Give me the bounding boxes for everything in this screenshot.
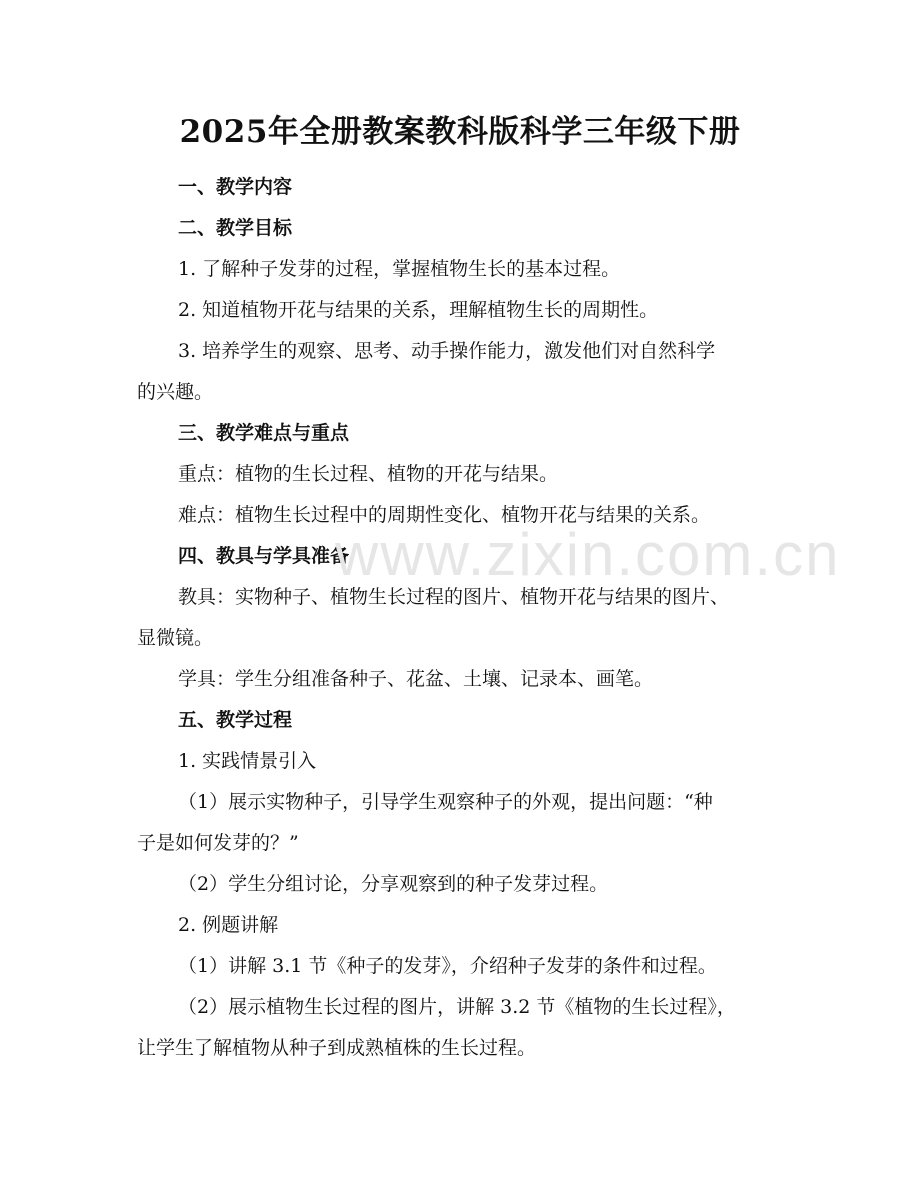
- text-line: 3. 培养学生的观察、思考、动手操作能力，激发他们对自然科学: [178, 340, 716, 362]
- text-line: 显微镜。: [137, 627, 214, 649]
- section-heading: 三、教学难点与重点: [178, 422, 350, 444]
- text-line: 教具：实物种子、植物生长过程的图片、植物开花与结果的图片、: [178, 586, 730, 608]
- text-line: 重点：植物的生长过程、植物的开花与结果。: [178, 463, 559, 485]
- section-heading: 四、教具与学具准备: [178, 545, 350, 567]
- text-line: 学具：学生分组准备种子、花盆、土壤、记录本、画笔。: [178, 668, 654, 690]
- text-line: （2）展示植物生长过程的图片，讲解 3.2 节《植物的生长过程》，: [178, 996, 736, 1018]
- section-heading: 二、教学目标: [178, 217, 293, 239]
- text-line: 让学生了解植物从种子到成熟植株的生长过程。: [137, 1037, 537, 1059]
- text-line: 子是如何发芽的？”: [137, 832, 299, 854]
- section-heading: 一、教学内容: [178, 176, 293, 198]
- text-line: （1）展示实物种子，引导学生观察种子的外观，提出问题：“种: [178, 791, 713, 813]
- watermark: www.zixin.com.cn: [335, 521, 841, 588]
- section-heading: 五、教学过程: [178, 709, 293, 731]
- text-line: （2）学生分组讨论，分享观察到的种子发芽过程。: [178, 873, 609, 895]
- document-title: 2025年全册教案教科版科学三年级下册: [179, 114, 741, 150]
- text-line: 2. 知道植物开花与结果的关系，理解植物生长的周期性。: [178, 299, 659, 321]
- text-line: 难点：植物生长过程中的周期性变化、植物开花与结果的关系。: [178, 504, 711, 526]
- text-line: （1）讲解 3.1 节《种子的发芽》，介绍种子发芽的条件和过程。: [178, 955, 717, 977]
- text-line: 2. 例题讲解: [178, 914, 279, 936]
- text-line: 1. 实践情景引入: [178, 750, 317, 772]
- document-body: [137, 167, 807, 1069]
- text-line: 的兴趣。: [137, 381, 214, 403]
- text-line: 1. 了解种子发芽的过程，掌握植物生长的基本过程。: [178, 258, 621, 280]
